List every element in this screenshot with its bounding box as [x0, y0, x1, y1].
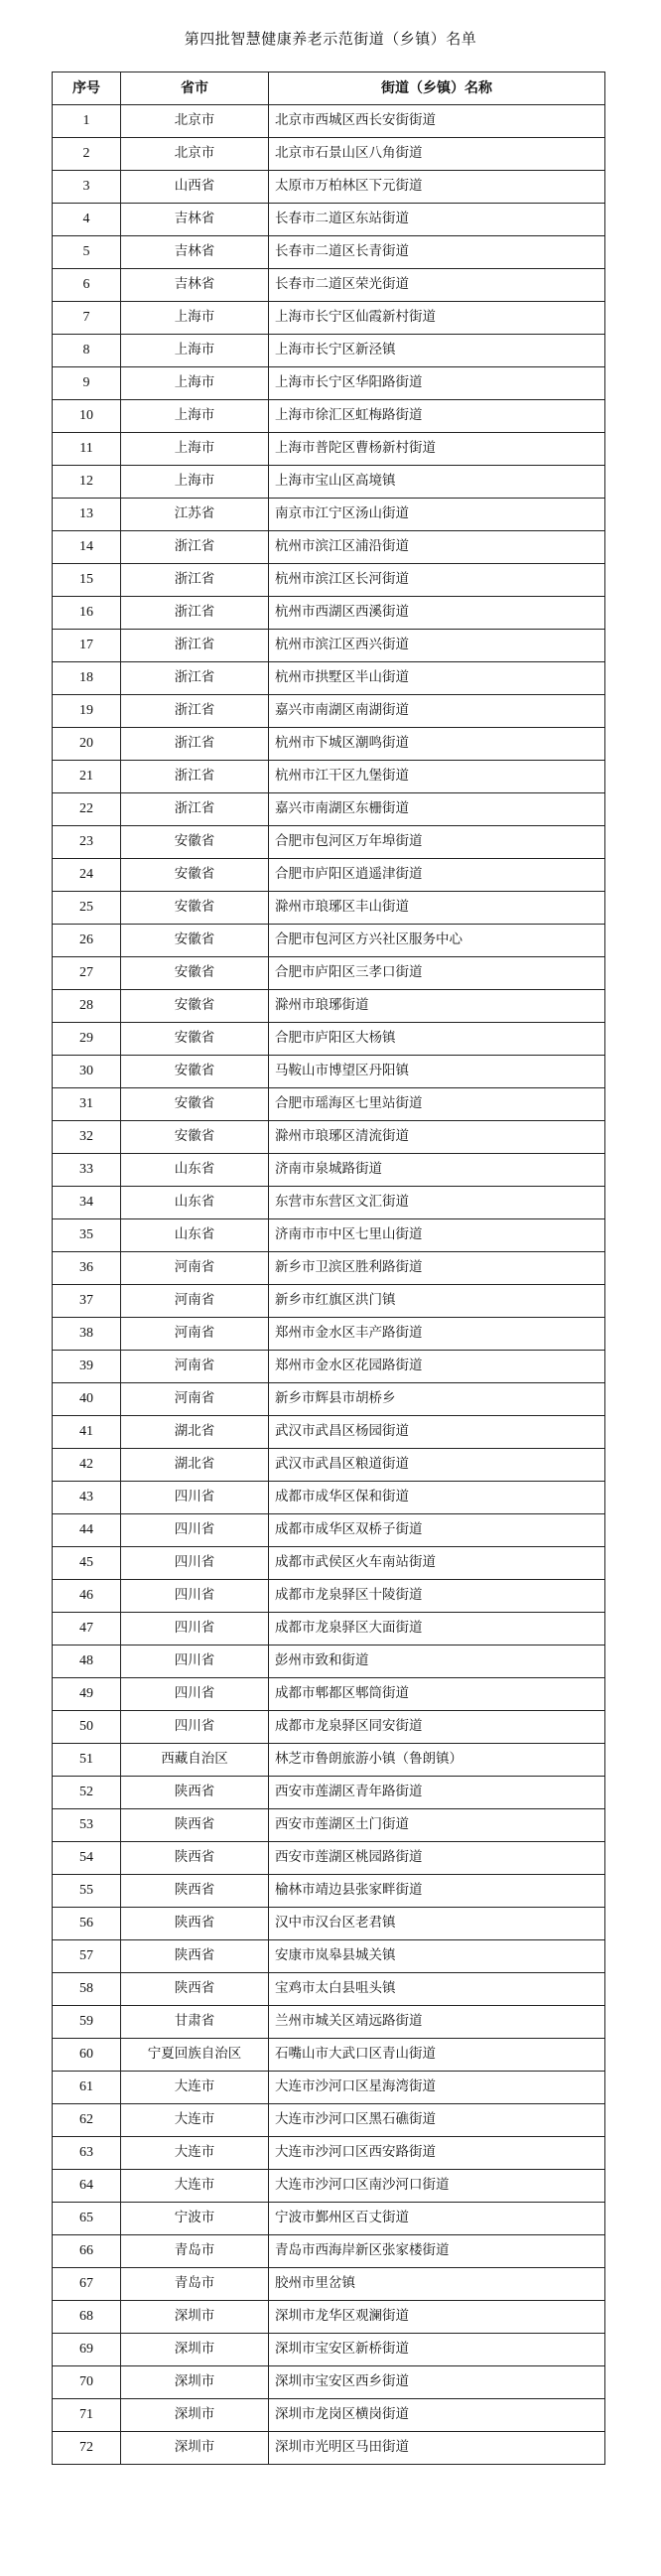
table-row [53, 1875, 605, 1908]
row-province: 山东省 [121, 1219, 269, 1252]
row-index: 11 [53, 433, 121, 466]
row-street-name: 郑州市金水区丰产路街道 [269, 1318, 605, 1351]
row-province: 山东省 [121, 1187, 269, 1219]
table-header-row [53, 72, 605, 105]
row-street-name: 长春市二道区长青街道 [269, 236, 605, 269]
table-row [53, 204, 605, 236]
table-row [53, 2072, 605, 2104]
row-street-name: 南京市江宁区汤山街道 [269, 499, 605, 531]
row-province: 吉林省 [121, 236, 269, 269]
row-index: 51 [53, 1744, 121, 1777]
table-row [53, 2137, 605, 2170]
row-index: 30 [53, 1056, 121, 1088]
table-row [53, 859, 605, 892]
row-province: 浙江省 [121, 662, 269, 695]
table-row [53, 630, 605, 662]
row-index: 21 [53, 761, 121, 793]
table-row [53, 302, 605, 335]
row-index: 10 [53, 400, 121, 433]
row-street-name: 上海市宝山区高境镇 [269, 466, 605, 499]
row-street-name: 武汉市武昌区杨园街道 [269, 1416, 605, 1449]
row-province: 湖北省 [121, 1449, 269, 1482]
row-index: 29 [53, 1023, 121, 1056]
table-row [53, 2268, 605, 2301]
row-index: 47 [53, 1613, 121, 1646]
row-index: 14 [53, 531, 121, 564]
row-province: 安徽省 [121, 957, 269, 990]
row-province: 浙江省 [121, 531, 269, 564]
table-row [53, 957, 605, 990]
row-province: 四川省 [121, 1547, 269, 1580]
row-street-name: 上海市长宁区仙霞新村街道 [269, 302, 605, 335]
row-street-name: 滁州市琅琊区清流街道 [269, 1121, 605, 1154]
row-province: 安徽省 [121, 925, 269, 957]
row-street-name: 成都市成华区双桥子街道 [269, 1514, 605, 1547]
row-province: 四川省 [121, 1482, 269, 1514]
row-street-name: 胶州市里岔镇 [269, 2268, 605, 2301]
row-province: 陕西省 [121, 1973, 269, 2006]
table-row [53, 662, 605, 695]
row-index: 17 [53, 630, 121, 662]
table-row [53, 1973, 605, 2006]
row-street-name: 合肥市包河区方兴社区服务中心 [269, 925, 605, 957]
table-row [53, 2366, 605, 2399]
row-province: 安徽省 [121, 1121, 269, 1154]
row-province: 安徽省 [121, 1023, 269, 1056]
table-row [53, 728, 605, 761]
row-province: 四川省 [121, 1711, 269, 1744]
row-index: 24 [53, 859, 121, 892]
row-province: 浙江省 [121, 793, 269, 826]
row-province: 河南省 [121, 1318, 269, 1351]
row-province: 深圳市 [121, 2432, 269, 2465]
row-street-name: 深圳市宝安区西乡街道 [269, 2366, 605, 2399]
row-street-name: 兰州市城关区靖远路街道 [269, 2006, 605, 2039]
table-row [53, 2301, 605, 2334]
table-row [53, 105, 605, 138]
header-name: 街道（乡镇）名称 [269, 72, 605, 105]
table-row [53, 1056, 605, 1088]
table-row [53, 1842, 605, 1875]
row-province: 陕西省 [121, 1842, 269, 1875]
table-row [53, 695, 605, 728]
row-index: 34 [53, 1187, 121, 1219]
row-street-name: 滁州市琅琊区丰山街道 [269, 892, 605, 925]
row-street-name: 杭州市下城区潮鸣街道 [269, 728, 605, 761]
row-index: 22 [53, 793, 121, 826]
table-row [53, 597, 605, 630]
row-index: 13 [53, 499, 121, 531]
row-street-name: 杭州市滨江区西兴街道 [269, 630, 605, 662]
row-street-name: 武汉市武昌区粮道街道 [269, 1449, 605, 1482]
row-index: 62 [53, 2104, 121, 2137]
row-province: 安徽省 [121, 826, 269, 859]
table-row [53, 2235, 605, 2268]
row-street-name: 安康市岚皋县城关镇 [269, 1940, 605, 1973]
table-row [53, 2203, 605, 2235]
row-street-name: 郑州市金水区花园路街道 [269, 1351, 605, 1383]
row-province: 大连市 [121, 2137, 269, 2170]
row-street-name: 上海市长宁区新泾镇 [269, 335, 605, 367]
row-index: 25 [53, 892, 121, 925]
row-index: 44 [53, 1514, 121, 1547]
table-row [53, 1449, 605, 1482]
row-province: 河南省 [121, 1351, 269, 1383]
table-row [53, 1646, 605, 1678]
row-index: 55 [53, 1875, 121, 1908]
row-province: 山西省 [121, 171, 269, 204]
table-row [53, 269, 605, 302]
row-province: 吉林省 [121, 269, 269, 302]
row-index: 33 [53, 1154, 121, 1187]
row-province: 大连市 [121, 2104, 269, 2137]
row-province: 深圳市 [121, 2399, 269, 2432]
row-index: 3 [53, 171, 121, 204]
row-province: 上海市 [121, 466, 269, 499]
row-province: 大连市 [121, 2170, 269, 2203]
row-province: 陕西省 [121, 1809, 269, 1842]
table-row [53, 925, 605, 957]
row-index: 23 [53, 826, 121, 859]
table-row [53, 1416, 605, 1449]
table-row [53, 1121, 605, 1154]
table-row [53, 2006, 605, 2039]
row-index: 8 [53, 335, 121, 367]
row-street-name: 合肥市庐阳区大杨镇 [269, 1023, 605, 1056]
row-index: 54 [53, 1842, 121, 1875]
table-row [53, 1023, 605, 1056]
table-row [53, 335, 605, 367]
row-province: 浙江省 [121, 695, 269, 728]
row-street-name: 杭州市江干区九堡街道 [269, 761, 605, 793]
row-street-name: 青岛市西海岸新区张家楼街道 [269, 2235, 605, 2268]
row-index: 60 [53, 2039, 121, 2072]
row-province: 北京市 [121, 138, 269, 171]
row-province: 上海市 [121, 433, 269, 466]
table-row [53, 2399, 605, 2432]
table-row [53, 2039, 605, 2072]
row-province: 甘肃省 [121, 2006, 269, 2039]
row-street-name: 彭州市致和街道 [269, 1646, 605, 1678]
row-street-name: 新乡市辉县市胡桥乡 [269, 1383, 605, 1416]
row-index: 67 [53, 2268, 121, 2301]
row-index: 52 [53, 1777, 121, 1809]
table-row [53, 793, 605, 826]
row-province: 安徽省 [121, 859, 269, 892]
table-row [53, 1514, 605, 1547]
row-street-name: 上海市徐汇区虹梅路街道 [269, 400, 605, 433]
row-index: 9 [53, 367, 121, 400]
row-index: 32 [53, 1121, 121, 1154]
row-province: 浙江省 [121, 597, 269, 630]
row-province: 西藏自治区 [121, 1744, 269, 1777]
table-row [53, 1678, 605, 1711]
row-street-name: 北京市西城区西长安街街道 [269, 105, 605, 138]
row-province: 安徽省 [121, 1056, 269, 1088]
row-street-name: 西安市莲湖区桃园路街道 [269, 1842, 605, 1875]
row-province: 浙江省 [121, 728, 269, 761]
row-province: 宁夏回族自治区 [121, 2039, 269, 2072]
demo-street-table [52, 72, 605, 2465]
row-province: 浙江省 [121, 761, 269, 793]
row-street-name: 大连市沙河口区西安路街道 [269, 2137, 605, 2170]
table-row [53, 1711, 605, 1744]
row-street-name: 东营市东营区文汇街道 [269, 1187, 605, 1219]
row-province: 四川省 [121, 1613, 269, 1646]
row-index: 1 [53, 105, 121, 138]
row-province: 上海市 [121, 335, 269, 367]
row-province: 江苏省 [121, 499, 269, 531]
row-index: 50 [53, 1711, 121, 1744]
row-province: 安徽省 [121, 990, 269, 1023]
row-street-name: 西安市莲湖区土门街道 [269, 1809, 605, 1842]
row-index: 43 [53, 1482, 121, 1514]
table-row [53, 1940, 605, 1973]
row-province: 陕西省 [121, 1908, 269, 1940]
table-row [53, 1219, 605, 1252]
row-street-name: 杭州市拱墅区半山街道 [269, 662, 605, 695]
row-index: 36 [53, 1252, 121, 1285]
row-street-name: 成都市龙泉驿区同安街道 [269, 1711, 605, 1744]
row-province: 浙江省 [121, 564, 269, 597]
table-row [53, 1154, 605, 1187]
table-row [53, 2104, 605, 2137]
table-row [53, 564, 605, 597]
row-street-name: 榆林市靖边县张家畔街道 [269, 1875, 605, 1908]
row-index: 49 [53, 1678, 121, 1711]
row-province: 上海市 [121, 302, 269, 335]
row-province: 上海市 [121, 400, 269, 433]
table-row [53, 1187, 605, 1219]
row-street-name: 林芝市鲁朗旅游小镇（鲁朗镇） [269, 1744, 605, 1777]
table-row [53, 1744, 605, 1777]
row-street-name: 北京市石景山区八角街道 [269, 138, 605, 171]
table-row [53, 1547, 605, 1580]
row-index: 59 [53, 2006, 121, 2039]
row-province: 四川省 [121, 1514, 269, 1547]
row-index: 40 [53, 1383, 121, 1416]
row-street-name: 济南市泉城路街道 [269, 1154, 605, 1187]
table-row [53, 1285, 605, 1318]
row-index: 28 [53, 990, 121, 1023]
row-index: 16 [53, 597, 121, 630]
row-street-name: 上海市普陀区曹杨新村街道 [269, 433, 605, 466]
row-street-name: 济南市市中区七里山街道 [269, 1219, 605, 1252]
row-street-name: 马鞍山市博望区丹阳镇 [269, 1056, 605, 1088]
row-street-name: 宁波市鄞州区百丈街道 [269, 2203, 605, 2235]
row-province: 安徽省 [121, 892, 269, 925]
row-province: 吉林省 [121, 204, 269, 236]
table-row [53, 2432, 605, 2465]
row-street-name: 新乡市卫滨区胜利路街道 [269, 1252, 605, 1285]
row-street-name: 大连市沙河口区星海湾街道 [269, 2072, 605, 2104]
table-row [53, 367, 605, 400]
row-province: 河南省 [121, 1285, 269, 1318]
header-province: 省市 [121, 72, 269, 105]
row-province: 青岛市 [121, 2268, 269, 2301]
row-street-name: 深圳市宝安区新桥街道 [269, 2334, 605, 2366]
row-street-name: 深圳市龙岗区横岗街道 [269, 2399, 605, 2432]
table-row [53, 761, 605, 793]
table-row [53, 499, 605, 531]
row-index: 20 [53, 728, 121, 761]
row-province: 浙江省 [121, 630, 269, 662]
row-province: 陕西省 [121, 1940, 269, 1973]
row-street-name: 成都市郫都区郫筒街道 [269, 1678, 605, 1711]
row-street-name: 合肥市庐阳区逍遥津街道 [269, 859, 605, 892]
row-street-name: 杭州市滨江区浦沿街道 [269, 531, 605, 564]
row-index: 63 [53, 2137, 121, 2170]
row-province: 青岛市 [121, 2235, 269, 2268]
row-index: 38 [53, 1318, 121, 1351]
row-province: 深圳市 [121, 2366, 269, 2399]
row-province: 北京市 [121, 105, 269, 138]
row-index: 46 [53, 1580, 121, 1613]
row-street-name: 滁州市琅琊街道 [269, 990, 605, 1023]
table-row [53, 1908, 605, 1940]
table-row [53, 1777, 605, 1809]
row-index: 48 [53, 1646, 121, 1678]
row-index: 42 [53, 1449, 121, 1482]
row-street-name: 长春市二道区荣光街道 [269, 269, 605, 302]
row-street-name: 深圳市光明区马田街道 [269, 2432, 605, 2465]
row-index: 71 [53, 2399, 121, 2432]
row-index: 66 [53, 2235, 121, 2268]
row-index: 12 [53, 466, 121, 499]
row-index: 15 [53, 564, 121, 597]
table-row [53, 1809, 605, 1842]
row-street-name: 西安市莲湖区青年路街道 [269, 1777, 605, 1809]
row-index: 70 [53, 2366, 121, 2399]
row-index: 61 [53, 2072, 121, 2104]
row-index: 37 [53, 1285, 121, 1318]
row-index: 19 [53, 695, 121, 728]
row-index: 18 [53, 662, 121, 695]
row-province: 湖北省 [121, 1416, 269, 1449]
row-index: 6 [53, 269, 121, 302]
table-row [53, 2170, 605, 2203]
table-row [53, 826, 605, 859]
table-row [53, 466, 605, 499]
row-province: 大连市 [121, 2072, 269, 2104]
table-row [53, 990, 605, 1023]
row-index: 26 [53, 925, 121, 957]
row-province: 深圳市 [121, 2334, 269, 2366]
row-index: 45 [53, 1547, 121, 1580]
table-row [53, 531, 605, 564]
table-row [53, 1482, 605, 1514]
row-index: 39 [53, 1351, 121, 1383]
row-street-name: 汉中市汉台区老君镇 [269, 1908, 605, 1940]
table-row [53, 892, 605, 925]
row-street-name: 深圳市龙华区观澜街道 [269, 2301, 605, 2334]
row-province: 山东省 [121, 1154, 269, 1187]
row-index: 58 [53, 1973, 121, 2006]
table-row [53, 1383, 605, 1416]
row-province: 上海市 [121, 367, 269, 400]
row-street-name: 上海市长宁区华阳路街道 [269, 367, 605, 400]
row-street-name: 大连市沙河口区黑石礁街道 [269, 2104, 605, 2137]
row-province: 河南省 [121, 1383, 269, 1416]
row-street-name: 合肥市包河区万年埠街道 [269, 826, 605, 859]
row-street-name: 宝鸡市太白县咀头镇 [269, 1973, 605, 2006]
row-index: 2 [53, 138, 121, 171]
row-province: 陕西省 [121, 1875, 269, 1908]
table-row [53, 433, 605, 466]
row-province: 河南省 [121, 1252, 269, 1285]
row-street-name: 成都市龙泉驿区十陵街道 [269, 1580, 605, 1613]
row-street-name: 成都市武侯区火车南站街道 [269, 1547, 605, 1580]
table-row [53, 1580, 605, 1613]
row-street-name: 新乡市红旗区洪门镇 [269, 1285, 605, 1318]
row-province: 四川省 [121, 1678, 269, 1711]
row-index: 72 [53, 2432, 121, 2465]
row-index: 41 [53, 1416, 121, 1449]
table-row [53, 1088, 605, 1121]
row-street-name: 长春市二道区东站街道 [269, 204, 605, 236]
table-body [53, 105, 605, 2465]
table-row [53, 236, 605, 269]
row-street-name: 杭州市滨江区长河街道 [269, 564, 605, 597]
row-street-name: 杭州市西湖区西溪街道 [269, 597, 605, 630]
table-row [53, 1252, 605, 1285]
row-street-name: 嘉兴市南湖区南湖街道 [269, 695, 605, 728]
row-province: 四川省 [121, 1580, 269, 1613]
row-street-name: 成都市成华区保和街道 [269, 1482, 605, 1514]
row-street-name: 大连市沙河口区南沙河口街道 [269, 2170, 605, 2203]
row-index: 4 [53, 204, 121, 236]
row-street-name: 太原市万柏林区下元街道 [269, 171, 605, 204]
row-index: 65 [53, 2203, 121, 2235]
row-index: 64 [53, 2170, 121, 2203]
row-index: 68 [53, 2301, 121, 2334]
row-index: 53 [53, 1809, 121, 1842]
row-index: 57 [53, 1940, 121, 1973]
table-row [53, 1318, 605, 1351]
row-street-name: 石嘴山市大武口区青山街道 [269, 2039, 605, 2072]
row-index: 31 [53, 1088, 121, 1121]
row-street-name: 合肥市庐阳区三孝口街道 [269, 957, 605, 990]
document-title: 第四批智慧健康养老示范街道（乡镇）名单 [184, 30, 477, 48]
row-province: 宁波市 [121, 2203, 269, 2235]
table-row [53, 171, 605, 204]
table-row [53, 138, 605, 171]
table-row [53, 2334, 605, 2366]
row-index: 27 [53, 957, 121, 990]
row-index: 56 [53, 1908, 121, 1940]
table-row [53, 400, 605, 433]
row-index: 69 [53, 2334, 121, 2366]
row-province: 陕西省 [121, 1777, 269, 1809]
header-index: 序号 [53, 72, 121, 105]
row-street-name: 成都市龙泉驿区大面街道 [269, 1613, 605, 1646]
table-row [53, 1351, 605, 1383]
row-street-name: 合肥市瑶海区七里站街道 [269, 1088, 605, 1121]
row-province: 四川省 [121, 1646, 269, 1678]
row-index: 35 [53, 1219, 121, 1252]
row-street-name: 嘉兴市南湖区东栅街道 [269, 793, 605, 826]
row-index: 5 [53, 236, 121, 269]
row-province: 安徽省 [121, 1088, 269, 1121]
row-index: 7 [53, 302, 121, 335]
table-row [53, 1613, 605, 1646]
row-province: 深圳市 [121, 2301, 269, 2334]
